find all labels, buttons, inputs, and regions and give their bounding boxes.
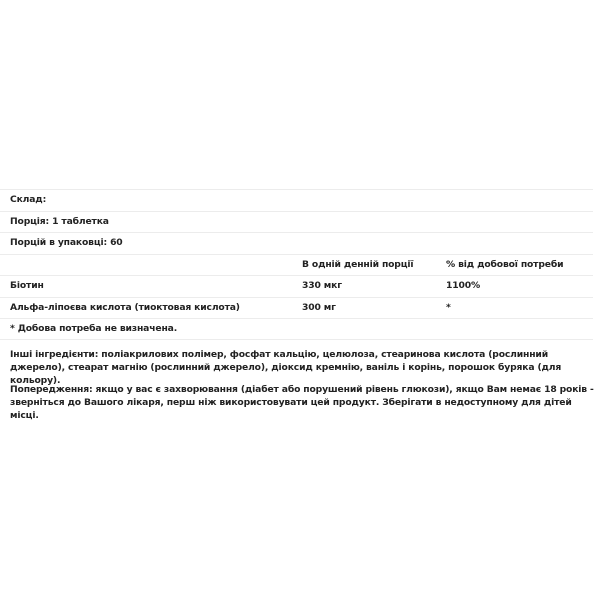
header-per-serving: В одній денній порції: [302, 258, 414, 270]
footnote-row: [0, 318, 593, 340]
table-row: [0, 275, 593, 297]
serving-size: Порція: 1 таблетка: [10, 215, 109, 227]
header-daily-value: % від добової потреби: [446, 258, 564, 270]
supplement-facts-table: [0, 189, 593, 340]
ingredient-daily-value: 1100%: [446, 280, 481, 291]
servings-per-container-row: [0, 232, 593, 254]
serving-size-row: [0, 211, 593, 233]
ingredient-name: Альфа-ліпоєва кислота (тиоктовая кислота): [10, 301, 240, 313]
daily-value-footnote: * Добова потреба не визначена.: [10, 323, 178, 334]
other-ingredients-text: Інші інгредієнти: поліакрилових полімер, фосфат кальцію, целюлоза, стеаринова кислота (рослинний джерело), стеарат магнію (рослинний джерело), діоксид кремнію, ваніль і корінь, порошок буряка (для кольору).: [10, 349, 562, 386]
composition-title-row: [0, 189, 593, 211]
servings-per-container: Порцій в упаковці: 60: [10, 237, 123, 248]
ingredient-amount: 330 мкг: [302, 280, 342, 291]
ingredient-amount: 300 мг: [302, 301, 336, 313]
ingredient-daily-value: *: [446, 301, 451, 313]
composition-title: Склад:: [10, 194, 47, 205]
table-row: [0, 297, 593, 319]
warning-text: Попередження: якщо у вас є захворювання (діабет або порушений рівень глюкози), якщо Вам немає 18 років - зверніться до Вашого лікаря, перш ніж використовувати цей продукт. Зберігати в недоступному для дітей місці.: [10, 384, 594, 421]
table-header-row: [0, 254, 593, 276]
ingredient-name: Біотин: [10, 280, 44, 291]
